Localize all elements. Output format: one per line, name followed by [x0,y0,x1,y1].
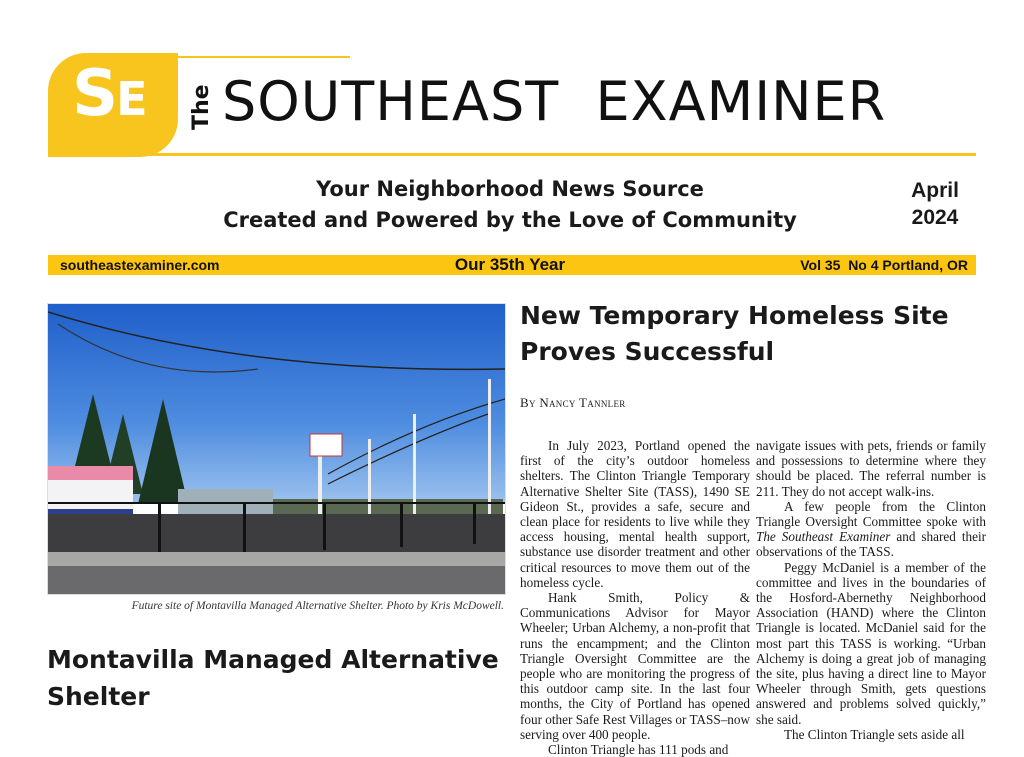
fence-post [323,502,326,550]
building-awning [48,466,133,480]
website-link[interactable]: southeastexaminer.com [60,257,220,273]
article-paragraph: Clinton Triangle has 111 pods and [548,742,729,757]
light-pole [488,379,491,529]
logo-letters [72,57,148,131]
fence-top-rail [48,502,505,504]
article-paragraph: Hank Smith, Policy & Communications Advisor for Mayor Wheeler; Urban Alchemy, a non-profit that runs the encampment; and the Clinton Triangle Oversight Committee are the people who are monitoring the progress of this outdoor camp site. In the last four months, the City of Portland has opened four other Safe Rest Villages or TASS–now serving over 400 people. [520,590,750,742]
parking-lot [48,514,505,554]
logo-letter-e: E [116,72,148,126]
tagline-line-1: Your Neighborhood News Source [316,177,704,201]
anniversary-text: Our 35th Year [454,255,566,274]
left-story-headline[interactable]: Montavilla Managed Alternative Shelter [47,645,499,711]
byline: By Nancy Tannler [520,395,626,410]
article-paragraph [756,499,986,560]
fence-post [400,502,403,547]
article-column-1 [520,438,750,757]
road [48,566,505,594]
article-paragraph: Peggy McDaniel is a member of the committee and lives in the boundaries of the Hosford-Abernethy Neighborhood Association (HAND) where the Clinton Triangle is located. McDaniel said for the most part this TASS is working. “Urban Alchemy is doing a great job of managing the site, plus having a direct line to Mayor Wheeler through Smith, gets questions answered and problems solved quickly,” she said. [756,559,986,727]
story-photo [47,303,506,595]
distant-trees [273,499,503,514]
publication-name: The Southeast Examiner [756,529,891,545]
right-story-headline[interactable]: New Temporary Homeless Site Proves Successful [520,301,949,366]
masthead-title: SOUTHEAST EXAMINER [222,70,887,133]
logo-letter-s: S [72,57,117,131]
fence-post [473,502,476,544]
article-paragraph: In July 2023, Portland opened the first of the city’s outdoor homeless shelters. The Clinton Triangle Temporary Alternative Shelter Site (TASS), 1490 SE Gideon St., provides a safe, secure and clean place for residents to live while they access housing, mental health support, substance use disorder treatment and other critical resources to move them out of the homeless cycle. [520,438,750,590]
fence-post [158,502,161,554]
issue-month: April [911,179,959,202]
fence-post [243,502,246,552]
photo-illustration [48,304,505,594]
tagline-line-2: Created and Powered by the Love of Community [223,208,797,232]
article-text: and shared their observations of the TASS. [756,529,987,560]
article-paragraph: The Clinton Triangle sets aside all [784,726,965,742]
light-pole [368,439,371,524]
rv-sign [310,434,342,456]
article-paragraph: navigate issues with pets, friends or family and possessions to determine where they should be placed. The referral number is 211. They do not accept walk-ins. [756,438,986,499]
article-column-2 [756,438,986,742]
article-text: A few people from the Clinton Triangle Oversight Committee spoke with [756,498,986,530]
sidewalk [48,552,505,566]
masthead-the-wrap [190,86,220,130]
distant-building [178,489,273,514]
issue-year: 2024 [911,206,959,229]
issue-info: Vol 35 No 4 Portland, OR [800,257,968,273]
light-pole [413,414,416,524]
masthead-the: The [189,84,214,130]
masthead-bottom-rule [48,153,976,156]
photo-caption: Future site of Montavilla Managed Alternative Shelter. Photo by Kris McDowell. [131,600,504,612]
issue-date [880,177,990,231]
